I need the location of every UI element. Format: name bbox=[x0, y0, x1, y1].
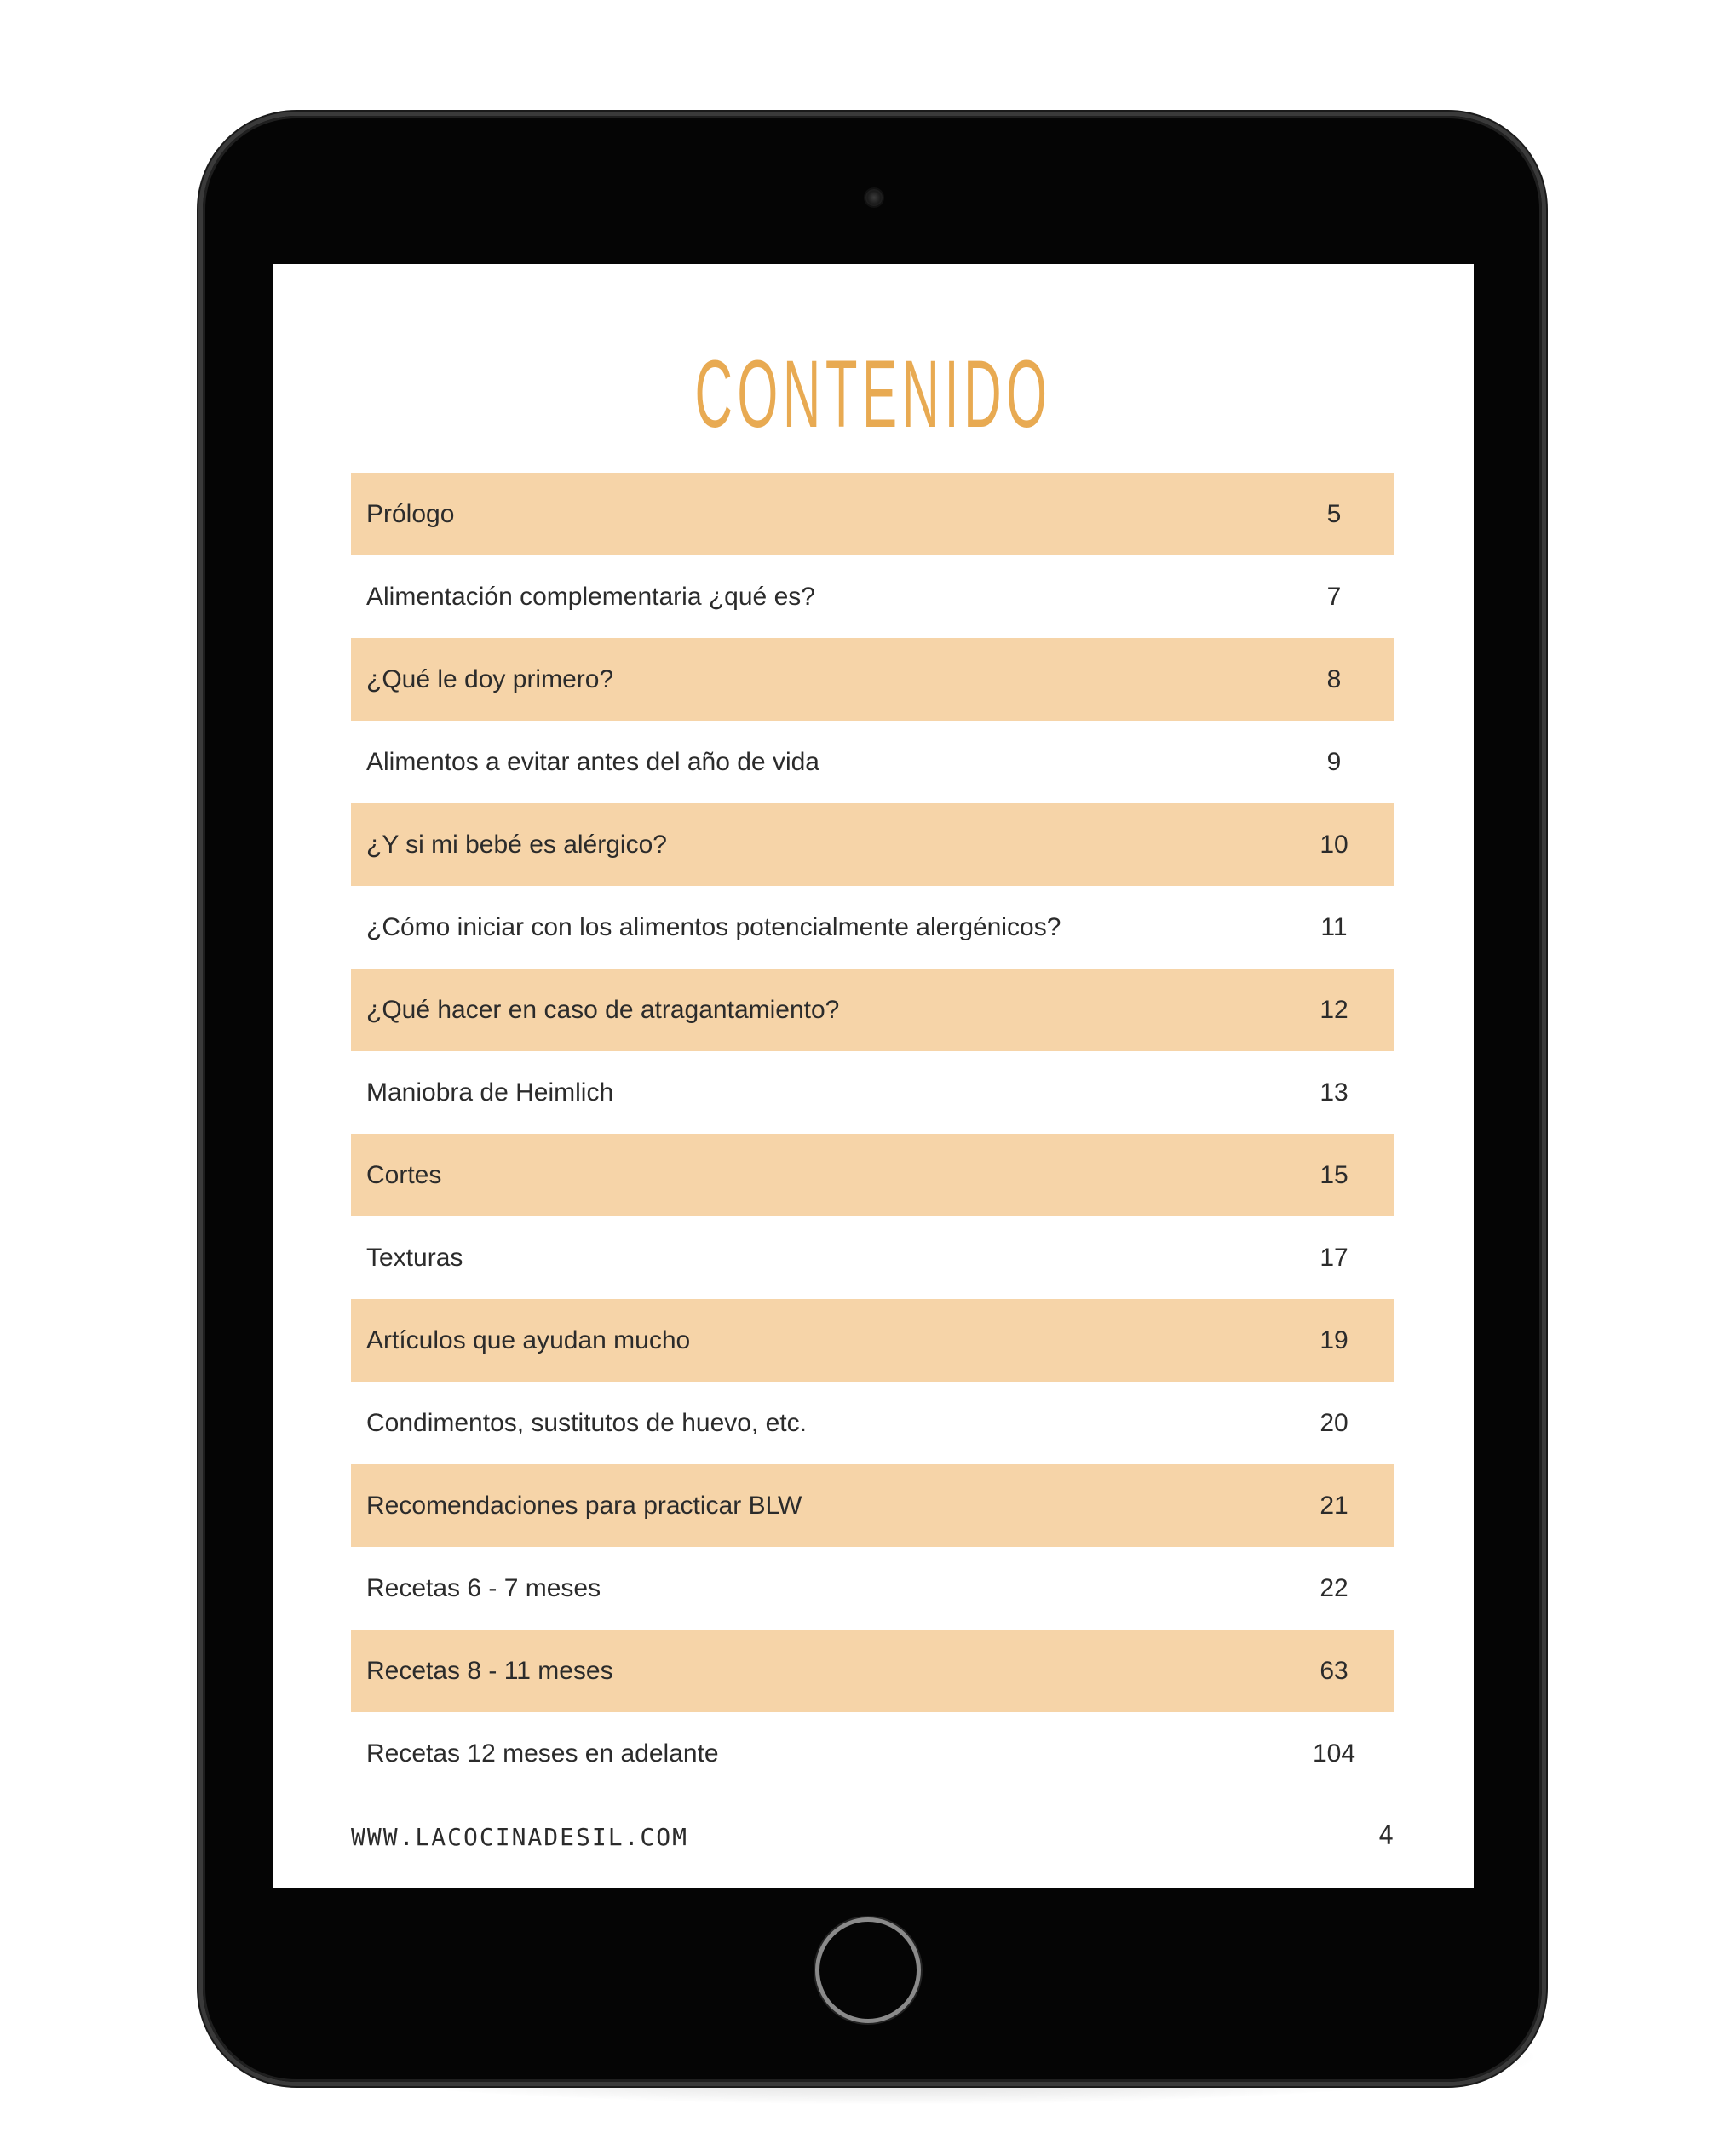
toc-row[interactable] bbox=[351, 1464, 1394, 1547]
toc-row[interactable] bbox=[351, 803, 1394, 886]
toc-page-number: 21 bbox=[1320, 1491, 1348, 1520]
toc-row[interactable] bbox=[351, 1299, 1394, 1382]
toc-label: Recetas 6 - 7 meses bbox=[366, 1573, 601, 1602]
toc-page-number: 63 bbox=[1320, 1656, 1348, 1685]
toc-label: Texturas bbox=[366, 1243, 463, 1272]
toc-row[interactable] bbox=[351, 473, 1394, 555]
toc-page-number: 10 bbox=[1320, 830, 1348, 859]
home-button[interactable] bbox=[815, 1917, 921, 2023]
toc-row[interactable] bbox=[351, 1712, 1394, 1795]
toc-page-number: 15 bbox=[1320, 1160, 1348, 1189]
toc-label: Recomendaciones para practicar BLW bbox=[366, 1491, 802, 1520]
toc-page-number: 104 bbox=[1312, 1739, 1356, 1768]
toc-label: Recetas 12 meses en adelante bbox=[366, 1739, 719, 1768]
toc-row[interactable] bbox=[351, 1216, 1394, 1299]
toc-label: Cortes bbox=[366, 1160, 442, 1189]
toc-label: Alimentación complementaria ¿qué es? bbox=[366, 582, 815, 611]
footer-page-number: 4 bbox=[1377, 1821, 1394, 1851]
toc-row[interactable] bbox=[351, 1630, 1394, 1712]
toc-row[interactable] bbox=[351, 721, 1394, 803]
toc-page-number: 12 bbox=[1320, 995, 1348, 1024]
toc-row[interactable] bbox=[351, 1382, 1394, 1464]
toc-page-number: 20 bbox=[1320, 1408, 1348, 1437]
toc-page-number: 5 bbox=[1326, 499, 1342, 528]
toc-row[interactable] bbox=[351, 638, 1394, 721]
toc-page-number: 19 bbox=[1320, 1325, 1348, 1354]
toc-label: Alimentos a evitar antes del año de vida bbox=[366, 747, 819, 776]
toc-label: ¿Qué le doy primero? bbox=[366, 664, 614, 693]
toc-page-number: 17 bbox=[1320, 1243, 1348, 1272]
footer-website[interactable]: WWW.LACOCINADESIL.COM bbox=[351, 1823, 689, 1851]
toc-label: ¿Qué hacer en caso de atragantamiento? bbox=[366, 995, 840, 1024]
toc-label: Maniobra de Heimlich bbox=[366, 1078, 614, 1107]
toc-page-number: 13 bbox=[1320, 1078, 1348, 1107]
toc-row[interactable] bbox=[351, 886, 1394, 969]
toc-row[interactable] bbox=[351, 1547, 1394, 1630]
toc-page-number: 7 bbox=[1326, 582, 1342, 611]
toc-label: Recetas 8 - 11 meses bbox=[366, 1656, 613, 1685]
toc-label: ¿Cómo iniciar con los alimentos potencialmente alergénicos? bbox=[366, 912, 1061, 941]
toc-row[interactable] bbox=[351, 1134, 1394, 1216]
toc-page-number: 9 bbox=[1326, 747, 1342, 776]
toc-label: Condimentos, sustitutos de huevo, etc. bbox=[366, 1408, 807, 1437]
page-title: CONTENIDO bbox=[694, 341, 1052, 447]
toc-label: Prólogo bbox=[366, 499, 455, 528]
toc-row[interactable] bbox=[351, 969, 1394, 1051]
toc-page-number: 8 bbox=[1326, 664, 1342, 693]
camera-icon bbox=[865, 189, 883, 206]
table-of-contents bbox=[351, 473, 1394, 1795]
toc-row[interactable] bbox=[351, 555, 1394, 638]
toc-page-number: 11 bbox=[1320, 912, 1348, 941]
tablet-screen bbox=[273, 264, 1474, 1888]
toc-page-number: 22 bbox=[1320, 1573, 1348, 1602]
toc-label: Artículos que ayudan mucho bbox=[366, 1325, 691, 1354]
toc-label: ¿Y si mi bebé es alérgico? bbox=[366, 830, 667, 859]
toc-row[interactable] bbox=[351, 1051, 1394, 1134]
